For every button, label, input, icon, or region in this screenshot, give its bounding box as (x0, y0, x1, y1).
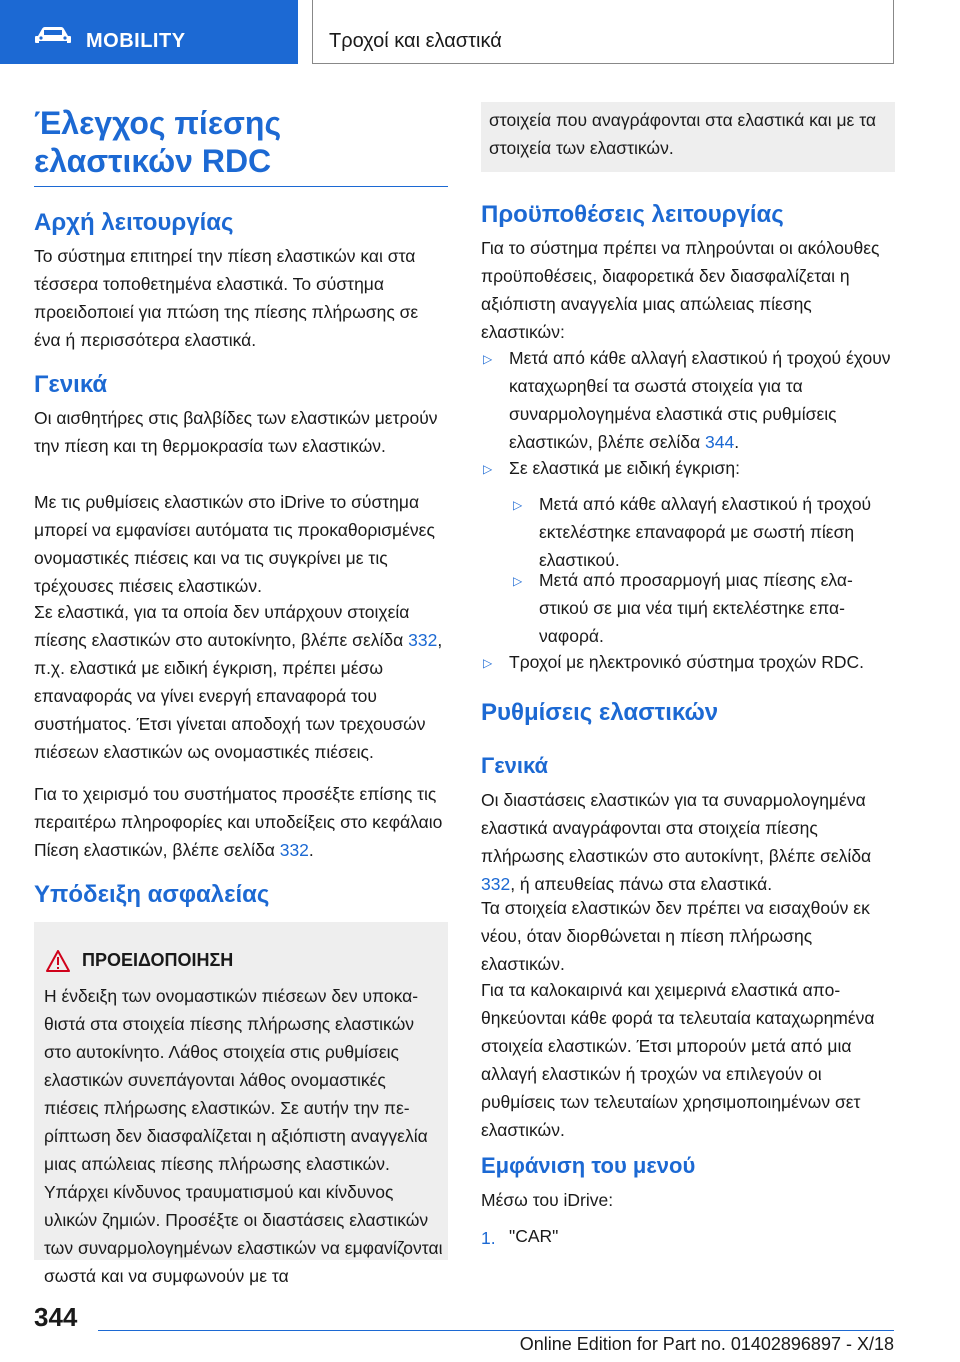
heading-principle: Αρχή λειτουργίας (34, 209, 234, 236)
bullet-item: Σε ελαστικά με ειδική έγκριση: (509, 458, 740, 478)
heading-prerequisites: Προϋποθέσεις λειτουργίας (481, 201, 784, 228)
footer-edition: Online Edition for Part no. 01402896897 - X/18 (519, 1334, 894, 1354)
paragraph-general-3: Σε ελαστικά, για τα οποία δεν υπάρχουν στοιχεία πίεσης ελαστικών στο αυτοκίνητο, βλέπε σελίδα 332, π.χ. ελαστικά με ειδική έγκριση, πρέπει μέσω επαναφοράς να γίνει ενεργή επαναφορά του συστήματος. Έτσι γίνεται αποδοχή των τρεχουσών πιέσεων ελαστικών ως ονομαστικές πιέσεις. (34, 602, 443, 762)
paragraph-settings-2: Τα στοιχεία ελαστικών δεν πρέπει να εισαχθούν εκ νέου, όταν διορθώνεται η πίεση πλήρωσης ελαστικών. (481, 898, 870, 974)
paragraph-prerequisites: Για το σύστημα πρέπει να πληρούνται οι ακόλουθες προϋποθέσεις, διαφορετικά δεν διασφαλίζεται η αξιόπιστη αναγγελία μιας απώλειας πίεσης ελαστικών: (481, 238, 880, 342)
paragraph-principle: Το σύστημα επιτηρεί την πίεση ελαστικών και στα τέσσερα τοποθετημένα ελαστικά. Το σύστημα προειδοποιεί για πτώση της πίεσης πλήρωσης σε ένα ή περισσότερα ελαστικά. (34, 246, 419, 350)
chapter-title: Τροχοί και ελαστικά (329, 30, 502, 52)
page-number: 344 (34, 1302, 78, 1332)
warning-box (34, 922, 448, 1286)
page-link[interactable]: 332 (408, 630, 438, 650)
warning-continuation-text: στοιχεία που αναγράφονται στα ελαστικά και με τα στοιχεία των ελαστικών. (489, 110, 876, 158)
bullet-item: Μετά από κάθε αλλαγή ελαστικού ή τροχού έχουν καταχωρηθεί τα σωστά στοιχεία για τα συναρμολογημένα ελαστικά στις ρυθμίσεις ελαστικών, βλέπε σελίδα 344. (509, 348, 891, 452)
step-text: "CAR" (509, 1226, 559, 1246)
page-link[interactable]: 332 (279, 840, 309, 860)
heading-show-menu: Εμφάνιση του μενού (481, 1153, 696, 1178)
bullet-icon: ▷ (483, 462, 493, 476)
sub-bullet-item: Μετά από προσαρμογή μιας πίεσης ελαστικού σε μια νέα τιμή εκτελέστηκε επαναφορά. (539, 570, 853, 646)
page-link[interactable]: 332 (481, 874, 511, 894)
warning-triangle-icon (46, 950, 70, 972)
footer-divider (98, 1330, 894, 1331)
paragraph-general-2: Με τις ρυθμίσεις ελαστικών στο iDrive το σύστημα μπορεί να εμφανίσει αυτόματα τις προκαθορισμένες ονομαστικές πιέσεις και να τις συγκρίνει με τις τρέχουσες πιέσεις ελαστικών. (34, 492, 435, 596)
bullet-icon: ▷ (483, 656, 493, 670)
warning-continuation-box (481, 102, 895, 172)
sub-bullet-item: Μετά από κάθε αλλαγή ελαστικού ή τροχού εκτελέστηκε επαναφορά με σωστή πίεση ελαστικού. (539, 494, 872, 570)
warning-text: Η ένδειξη των ονομαστικών πιέσεων δεν υποκαθιστά στα στοιχεία πίεσης πλήρωσης ελαστικών στο αυτοκίνητο. Λάθος στοιχεία στις ρυθμίσεις ελαστικών συνεπάγονται λάθος ονομαστικές πιέσεις πλήρωσης ελαστικών. Σε αυτήν την περίπτωση δεν διασφαλίζεται η αξιόπιστη αναγγελία μιας απώλειας πίεσης πλήρωσης ελαστικών. Υπάρχει κίνδυνος τραυματισμού και κίνδυνος υλικών ζημιών. Προσέξτε οι διαστάσεις ελαστικών των συναρμολογημένων ελαστικών να εμφανίζονται σωστά και να συμφωνούν με τα (44, 986, 443, 1286)
paragraph-menu: Μέσω του iDrive: (481, 1190, 614, 1210)
bullet-item: Τροχοί με ηλεκτρονικό σύστημα τροχών RDC. (509, 652, 865, 672)
page-title: Έλεγχος πίεσης ελαστικών RDC (34, 104, 448, 187)
heading-settings-general: Γενικά (481, 753, 549, 778)
paragraph-general-4: Για το χειρισμό του συστήματος προσέξτε επίσης τις περαιτέρω πληροφορίες και υποδείξεις στο κεφάλαιο Πίεση ελαστικών, βλέπε σελίδα 332. (34, 784, 443, 860)
car-icon (34, 26, 72, 44)
paragraph-settings-3: Για τα καλοκαιρινά και χειμερινά ελαστικά αποθηκεύονται κάθε φορά τα τελευταία καταχωρηmένα στοιχεία ελαστικών. Έτσι μπορούν μετά από μια αλλαγή ελαστικών ή τροχών να επιλεγούν οι ρυθμίσεις των τελευταίων χρησιμοποιημένων σετ ελαστικών. (481, 980, 875, 1140)
paragraph-settings-1: Οι διαστάσεις ελαστικών για τα συναρμολογημένα ελαστικά αναγράφονται στα στοιχεία πίεσης πλήρωσης ελαστικών στο αυτοκίνητ, βλέπε σελίδα 332, ή απευθείας πάνω στα ελαστικά. (481, 790, 872, 894)
paragraph-general-1: Οι αισθητήρες στις βαλβίδες των ελαστικών μετρούν την πίεση και τη θερμοκρασία των ελαστικών. (34, 408, 438, 456)
heading-tire-settings: Ρυθμίσεις ελαστικών (481, 699, 719, 726)
bullet-icon: ▷ (483, 352, 493, 366)
heading-safety: Υπόδειξη ασφαλείας (34, 881, 270, 908)
warning-title: ΠΡΟΕΙΔΟΠΟΙΗΣΗ (82, 950, 234, 970)
bullet-icon: ▷ (513, 574, 523, 588)
tab-label: MOBILITY (86, 30, 186, 52)
heading-general: Γενικά (34, 371, 108, 398)
section-tab (0, 0, 298, 64)
chapter-header (312, 0, 894, 64)
page-link[interactable]: 344 (705, 432, 735, 452)
step-number: 1. (481, 1228, 496, 1248)
bullet-icon: ▷ (513, 498, 523, 512)
